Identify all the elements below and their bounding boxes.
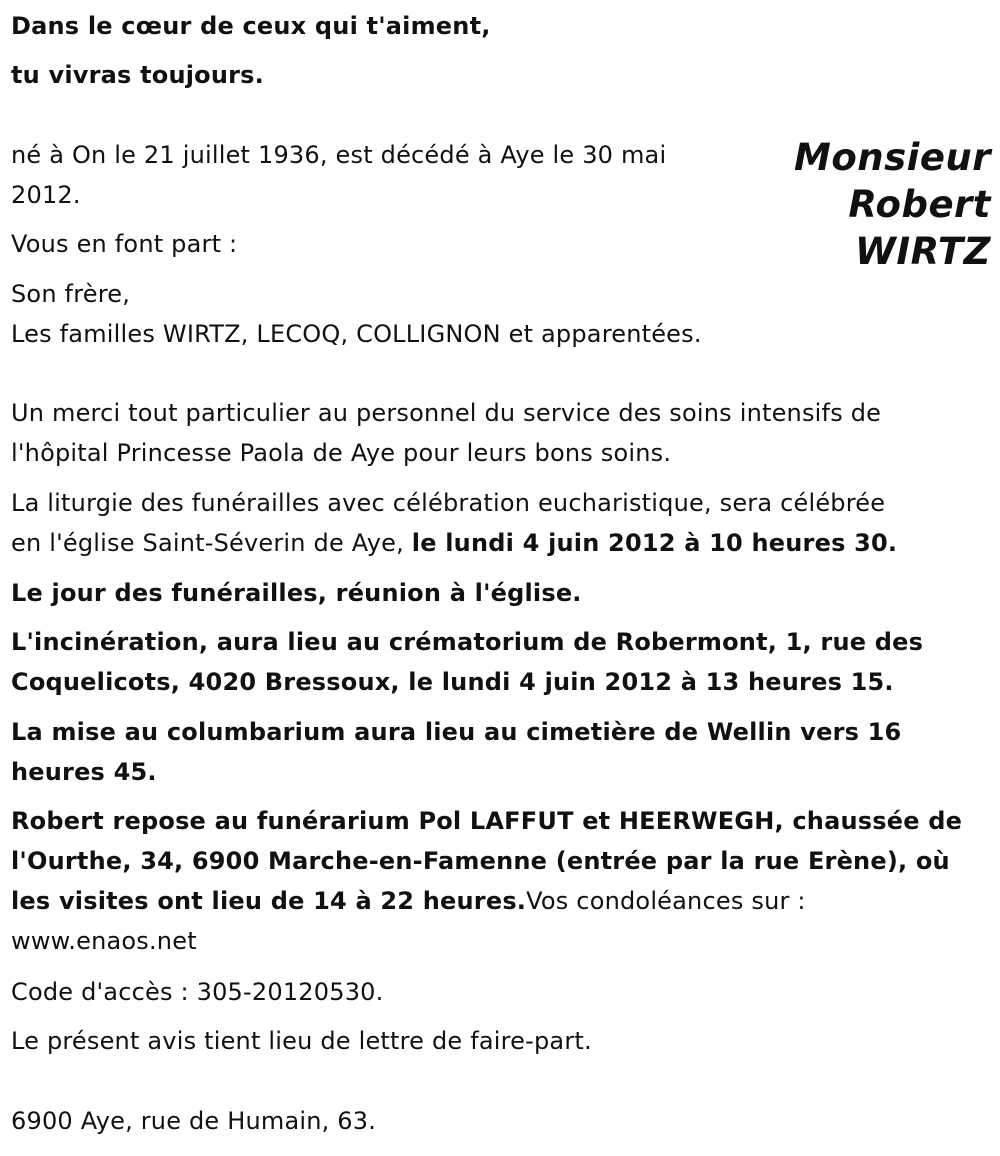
liturgy-location: en l'église Saint-Séverin de Aye,	[11, 529, 412, 557]
thanks-line-2: l'hôpital Princesse Paola de Aye pour leurs bons soins.	[11, 439, 672, 467]
deceased-first-name: Robert	[848, 183, 991, 226]
deceased-title: Monsieur	[794, 136, 991, 179]
faire-part-notice: Le présent avis tient lieu de lettre de faire-part.	[11, 1027, 592, 1055]
birth-death-line-2: 2012.	[11, 181, 81, 209]
condolences-website-link[interactable]: www.enaos.net	[11, 927, 197, 955]
incineration-line-2: Coquelicots, 4020 Bressoux, le lundi 4 juin 2012 à 13 heures 15.	[11, 668, 894, 696]
condolences-label: Vos condoléances sur :	[526, 887, 806, 915]
family-address: 6900 Aye, rue de Humain, 63.	[11, 1107, 377, 1135]
columbarium-line-1: La mise au columbarium aura lieu au cimetière de Wellin vers 16	[11, 718, 902, 746]
visiting-hours: les visites ont lieu de 14 à 22 heures.	[11, 887, 527, 915]
funerarium-line-3	[11, 881, 806, 921]
incineration-line-1: L'incinération, aura lieu au crématorium de Robermont, 1, rue des	[11, 628, 924, 656]
epitaph-line-1: Dans le cœur de ceux qui t'aiment,	[11, 12, 491, 40]
obituary-notice	[11, 0, 991, 1156]
deceased-name	[731, 134, 991, 275]
epitaph-line-2: tu vivras toujours.	[11, 61, 264, 89]
funerarium-line-1: Robert repose au funérarium Pol LAFFUT et HEERWEGH, chaussée de	[11, 807, 963, 835]
liturgy-line-1: La liturgie des funérailles avec célébration eucharistique, sera célébrée	[11, 489, 886, 517]
birth-death-line-1: né à On le 21 juillet 1936, est décédé à Aye le 30 mai	[11, 141, 667, 169]
columbarium-line-2: heures 45.	[11, 758, 157, 786]
funerarium-line-2: l'Ourthe, 34, 6900 Marche-en-Famenne (entrée par la rue Erène), où	[11, 847, 950, 875]
liturgy-line-2	[11, 523, 897, 563]
access-code: Code d'accès : 305-20120530.	[11, 978, 384, 1006]
deceased-last-name: WIRTZ	[855, 230, 991, 273]
announcement-intro: Vous en font part :	[11, 230, 238, 258]
gathering-notice: Le jour des funérailles, réunion à l'église.	[11, 579, 582, 607]
liturgy-datetime: le lundi 4 juin 2012 à 10 heures 30.	[411, 529, 898, 557]
thanks-line-1: Un merci tout particulier au personnel du service des soins intensifs de	[11, 399, 882, 427]
announcement-line-1: Son frère,	[11, 280, 131, 308]
announcement-line-2: Les familles WIRTZ, LECOQ, COLLIGNON et apparentées.	[11, 320, 702, 348]
